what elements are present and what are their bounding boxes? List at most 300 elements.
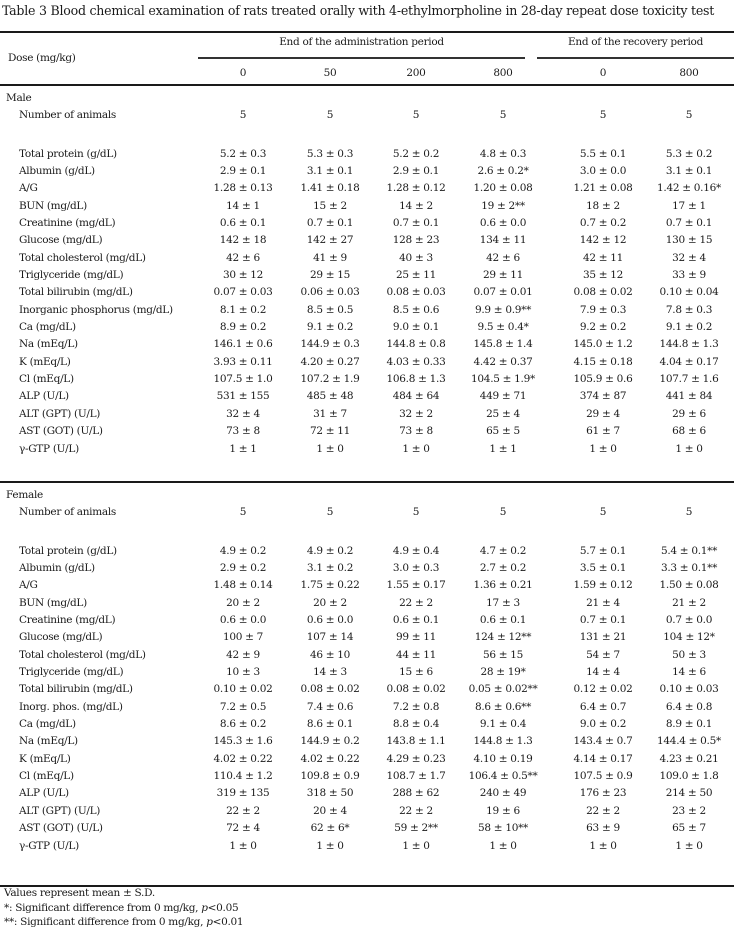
table-cell: 54 ± 7 bbox=[586, 648, 620, 661]
row-label: Triglyceride (mg/dL) bbox=[19, 666, 124, 678]
table-row bbox=[0, 269, 734, 286]
table-cell: 65 ± 7 bbox=[672, 822, 706, 835]
row-label: AST (GOT) (U/L) bbox=[19, 425, 103, 438]
row-label: Na (mEq/L) bbox=[19, 338, 78, 351]
dose-col-0: 0 bbox=[239, 67, 247, 79]
table-row bbox=[0, 770, 734, 787]
recovery-period-header: End of the recovery period bbox=[568, 36, 703, 48]
dose-col-recovery-0: 0 bbox=[599, 67, 607, 79]
table-cell: 143.8 ± 1.1 bbox=[386, 735, 446, 748]
section-label: Female bbox=[6, 489, 43, 501]
table-cell: 17 ± 1 bbox=[672, 199, 706, 212]
table-cell: 374 ± 87 bbox=[579, 390, 627, 403]
table-cell: 0.07 ± 0.01 bbox=[473, 286, 533, 299]
footnote-significance-01 bbox=[4, 916, 243, 928]
table-cell: 106.8 ± 1.3 bbox=[386, 373, 446, 386]
row-label: Cl (mEq/L) bbox=[19, 373, 74, 386]
table-cell: 8.5 ± 0.5 bbox=[306, 303, 354, 316]
table-cell: 7.9 ± 0.3 bbox=[579, 303, 627, 316]
table-cell: 144.8 ± 1.3 bbox=[659, 338, 719, 351]
table-cell: 1.59 ± 0.12 bbox=[573, 579, 633, 592]
table-cell: 124 ± 12** bbox=[474, 631, 532, 644]
table-cell: 42 ± 9 bbox=[226, 648, 260, 661]
table-row bbox=[0, 304, 734, 321]
table-cell: 4.20 ± 0.27 bbox=[300, 355, 360, 368]
table-cell: 25 ± 11 bbox=[395, 269, 437, 281]
table-cell: 0.6 ± 0.0 bbox=[306, 613, 354, 626]
table-cell: 5 bbox=[499, 506, 507, 519]
table-cell: 40 ± 3 bbox=[399, 251, 433, 264]
table-cell: 107.7 ± 1.6 bbox=[659, 373, 719, 386]
table-cell: 0.10 ± 0.02 bbox=[213, 683, 273, 696]
table-cell: 65 ± 5 bbox=[486, 425, 520, 438]
table-cell: 20 ± 4 bbox=[313, 804, 347, 817]
table-cell: 7.2 ± 0.8 bbox=[392, 700, 440, 713]
table-cell: 32 ± 2 bbox=[399, 407, 433, 420]
table-cell: 0.7 ± 0.0 bbox=[665, 613, 713, 626]
table-cell: 29 ± 4 bbox=[586, 407, 620, 420]
row-label: Inorganic phosphorus (mg/dL) bbox=[19, 303, 173, 316]
table-cell: 144.9 ± 0.3 bbox=[300, 338, 360, 351]
dose-col-recovery-800: 800 bbox=[679, 67, 699, 79]
table-cell: 22 ± 2 bbox=[399, 596, 433, 609]
table-cell: 1 ± 0 bbox=[589, 442, 617, 455]
table-cell: 104 ± 12* bbox=[663, 631, 715, 644]
row-label: Total protein (g/dL) bbox=[19, 544, 117, 557]
table-cell: 32 ± 4 bbox=[226, 407, 260, 420]
table-cell: 2.7 ± 0.2 bbox=[479, 561, 527, 574]
table-row bbox=[0, 286, 734, 303]
section-header-female bbox=[0, 489, 734, 506]
table-cell: 2.9 ± 0.1 bbox=[219, 164, 267, 177]
table-cell: 8.6 ± 0.6** bbox=[474, 700, 532, 713]
table-row bbox=[0, 631, 734, 648]
table-cell: 58 ± 10** bbox=[478, 822, 528, 835]
table-cell: 21 ± 4 bbox=[586, 596, 620, 609]
table-cell: 0.08 ± 0.03 bbox=[386, 286, 446, 299]
table-cell: 10 ± 3 bbox=[226, 666, 260, 678]
table-row bbox=[0, 701, 734, 718]
table-row bbox=[0, 217, 734, 234]
table-cell: 3.1 ± 0.1 bbox=[665, 164, 713, 177]
row-label: Number of animals bbox=[19, 506, 116, 519]
table-cell: 5 bbox=[239, 506, 247, 519]
table-cell: 2.6 ± 0.2* bbox=[477, 164, 529, 177]
table-cell: 105.9 ± 0.6 bbox=[573, 373, 633, 386]
row-label: Total bilirubin (mg/dL) bbox=[19, 286, 133, 299]
table-row bbox=[0, 562, 734, 579]
table-cell: 0.08 ± 0.02 bbox=[386, 683, 446, 696]
table-cell: 146.1 ± 0.6 bbox=[213, 338, 273, 351]
table-cell: 73 ± 8 bbox=[226, 425, 260, 438]
row-label: Total cholesterol (mg/dL) bbox=[19, 648, 146, 661]
table-cell: 5 bbox=[599, 506, 607, 519]
table-cell: 1 ± 0 bbox=[675, 442, 703, 455]
table-cell: 1.36 ± 0.21 bbox=[473, 579, 533, 592]
table-cell: 21 ± 2 bbox=[672, 596, 706, 609]
row-label: Na (mEq/L) bbox=[19, 735, 78, 748]
table-cell: 1 ± 0 bbox=[229, 839, 257, 852]
table-row bbox=[0, 753, 734, 770]
row-label: Albumin (g/dL) bbox=[19, 561, 95, 574]
row-label: A/G bbox=[19, 579, 38, 592]
table-cell: 0.06 ± 0.03 bbox=[300, 286, 360, 299]
table-cell: 20 ± 2 bbox=[226, 596, 260, 609]
table-cell: 7.2 ± 0.5 bbox=[219, 700, 267, 713]
table-cell: 288 ± 62 bbox=[392, 787, 440, 800]
table-cell: 22 ± 2 bbox=[399, 804, 433, 817]
table-cell: 240 ± 49 bbox=[479, 787, 527, 800]
table-cell: 4.02 ± 0.22 bbox=[213, 752, 273, 765]
table-cell: 5 bbox=[326, 109, 334, 122]
table-cell: 9.5 ± 0.4* bbox=[477, 321, 529, 333]
table-cell: 6.4 ± 0.8 bbox=[665, 700, 713, 713]
table-cell: 7.8 ± 0.3 bbox=[665, 303, 713, 316]
table-cell: 59 ± 2** bbox=[394, 822, 438, 835]
table-cell: 61 ± 7 bbox=[586, 425, 620, 438]
table-row bbox=[0, 148, 734, 165]
table-cell: 0.08 ± 0.02 bbox=[300, 683, 360, 696]
table-cell: 1 ± 0 bbox=[402, 442, 430, 455]
table-cell: 7.4 ± 0.6 bbox=[306, 700, 354, 713]
table-cell: 4.04 ± 0.17 bbox=[659, 355, 719, 368]
table-cell: 4.23 ± 0.21 bbox=[659, 752, 719, 765]
table-cell: 50 ± 3 bbox=[672, 648, 706, 661]
row-label: Creatinine (mg/dL) bbox=[19, 613, 116, 626]
table-cell: 14 ± 2 bbox=[399, 199, 433, 212]
footnote-text: **: Significant difference from 0 mg/kg, bbox=[4, 916, 207, 928]
table-cell: 5.7 ± 0.1 bbox=[579, 544, 627, 557]
table-cell: 0.7 ± 0.1 bbox=[306, 216, 354, 229]
table-cell: 531 ± 155 bbox=[216, 390, 270, 403]
table-cell: 484 ± 64 bbox=[392, 390, 440, 403]
table-cell: 0.6 ± 0.0 bbox=[479, 216, 527, 229]
table-cell: 63 ± 9 bbox=[586, 822, 620, 835]
table-cell: 19 ± 2** bbox=[481, 199, 525, 212]
table-cell: 107.5 ± 1.0 bbox=[213, 373, 273, 386]
table-cell: 1 ± 0 bbox=[675, 839, 703, 852]
table-cell: 5.2 ± 0.3 bbox=[219, 147, 267, 160]
table-cell: 35 ± 12 bbox=[582, 269, 624, 281]
table-cell: 22 ± 2 bbox=[586, 804, 620, 817]
table-cell: 4.8 ± 0.3 bbox=[479, 147, 527, 160]
table-cell: 5 bbox=[685, 109, 693, 122]
table-cell: 14 ± 3 bbox=[313, 666, 347, 678]
table-cell: 4.7 ± 0.2 bbox=[479, 544, 527, 557]
table-cell: 3.0 ± 0.3 bbox=[392, 561, 440, 574]
row-label: Number of animals bbox=[19, 109, 116, 122]
section-label: Male bbox=[6, 92, 32, 104]
table-cell: 9.1 ± 0.4 bbox=[479, 718, 527, 730]
table-cell: 5 bbox=[412, 506, 420, 519]
table-cell: 8.5 ± 0.6 bbox=[392, 303, 440, 316]
table-cell: 4.10 ± 0.19 bbox=[473, 752, 533, 765]
table-cell: 5.3 ± 0.2 bbox=[665, 147, 713, 160]
table-cell: 0.7 ± 0.1 bbox=[392, 216, 440, 229]
table-cell: 1.42 ± 0.16* bbox=[657, 182, 721, 195]
section-header-male bbox=[0, 92, 734, 109]
table-cell: 8.9 ± 0.2 bbox=[219, 321, 267, 333]
footnote-threshold: <0.05 bbox=[207, 902, 239, 914]
row-label: Total cholesterol (mg/dL) bbox=[19, 251, 146, 264]
table-cell: 0.07 ± 0.03 bbox=[213, 286, 273, 299]
table-cell: 41 ± 9 bbox=[313, 251, 347, 264]
table-cell: 0.05 ± 0.02** bbox=[468, 683, 538, 696]
table-cell: 5.4 ± 0.1** bbox=[660, 544, 718, 557]
row-label: AST (GOT) (U/L) bbox=[19, 822, 103, 835]
table-cell: 108.7 ± 1.7 bbox=[386, 770, 446, 783]
table-cell: 5 bbox=[412, 109, 420, 122]
table-row bbox=[0, 579, 734, 596]
table-title: Table 3 Blood chemical examination of rats treated orally with 4-ethylmorpholine in 28-day repeat dose toxicity test bbox=[2, 3, 715, 18]
table-row bbox=[0, 373, 734, 390]
table-cell: 4.9 ± 0.2 bbox=[306, 544, 354, 557]
table-cell: 29 ± 11 bbox=[482, 269, 524, 281]
table-cell: 107 ± 14 bbox=[306, 631, 354, 644]
table-cell: 4.03 ± 0.33 bbox=[386, 355, 446, 368]
table-cell: 30 ± 12 bbox=[222, 269, 264, 281]
table-cell: 9.0 ± 0.2 bbox=[579, 718, 627, 730]
table-cell: 107.5 ± 0.9 bbox=[573, 770, 633, 783]
table-cell: 2.9 ± 0.1 bbox=[392, 164, 440, 177]
table-cell: 142 ± 27 bbox=[306, 234, 354, 247]
table-cell: 110.4 ± 1.2 bbox=[213, 770, 273, 783]
table-cell: 46 ± 10 bbox=[309, 648, 351, 661]
table-cell: 128 ± 23 bbox=[392, 234, 440, 247]
table-cell: 72 ± 11 bbox=[309, 425, 351, 438]
table-cell: 4.42 ± 0.37 bbox=[473, 355, 533, 368]
table-cell: 0.6 ± 0.1 bbox=[479, 613, 527, 626]
table-row bbox=[0, 787, 734, 804]
table-cell: 14 ± 4 bbox=[586, 666, 620, 678]
table-cell: 15 ± 2 bbox=[313, 199, 347, 212]
row-label: BUN (mg/dL) bbox=[19, 199, 87, 212]
top-rule bbox=[0, 31, 734, 33]
table-cell: 176 ± 23 bbox=[579, 787, 627, 800]
row-label: γ-GTP (U/L) bbox=[19, 839, 79, 852]
table-row bbox=[0, 165, 734, 182]
table-cell: 0.6 ± 0.1 bbox=[219, 216, 267, 229]
table-cell: 131 ± 21 bbox=[579, 631, 627, 644]
table-cell: 5 bbox=[499, 109, 507, 122]
row-label: A/G bbox=[19, 182, 38, 195]
table-cell: 14 ± 6 bbox=[672, 666, 706, 678]
table-cell: 8.9 ± 0.1 bbox=[665, 718, 713, 730]
table-cell: 99 ± 11 bbox=[395, 631, 437, 644]
table-cell: 5 bbox=[599, 109, 607, 122]
table-cell: 1 ± 1 bbox=[229, 442, 257, 455]
row-label: Albumin (g/dL) bbox=[19, 164, 95, 177]
table-cell: 9.1 ± 0.2 bbox=[665, 321, 713, 333]
table-cell: 1.41 ± 0.18 bbox=[300, 182, 360, 195]
row-label: ALP (U/L) bbox=[19, 787, 69, 800]
table-cell: 22 ± 2 bbox=[226, 804, 260, 817]
table-cell: 100 ± 7 bbox=[222, 631, 264, 644]
table-cell: 3.1 ± 0.1 bbox=[306, 164, 354, 177]
table-row bbox=[0, 683, 734, 700]
table-row bbox=[0, 614, 734, 631]
footnote-significance-05 bbox=[4, 902, 238, 914]
row-label: BUN (mg/dL) bbox=[19, 596, 87, 609]
row-label: Cl (mEq/L) bbox=[19, 770, 74, 783]
table-cell: 4.14 ± 0.17 bbox=[573, 752, 633, 765]
table-cell: 145.8 ± 1.4 bbox=[473, 338, 533, 351]
row-label: Ca (mg/dL) bbox=[19, 718, 76, 730]
table-cell: 42 ± 6 bbox=[226, 251, 260, 264]
table-cell: 1.55 ± 0.17 bbox=[386, 579, 446, 592]
table-cell: 5 bbox=[685, 506, 693, 519]
table-cell: 1.75 ± 0.22 bbox=[300, 579, 360, 592]
row-label: Glucose (mg/dL) bbox=[19, 631, 103, 644]
table-cell: 143.4 ± 0.7 bbox=[573, 735, 633, 748]
table-cell: 1.20 ± 0.08 bbox=[473, 182, 533, 195]
table-row bbox=[0, 109, 734, 126]
p-symbol: p bbox=[206, 916, 213, 928]
table-row bbox=[0, 234, 734, 251]
table-cell: 144.8 ± 1.3 bbox=[473, 735, 533, 748]
table-cell: 5.5 ± 0.1 bbox=[579, 147, 627, 160]
table-cell: 144.9 ± 0.2 bbox=[300, 735, 360, 748]
table-row bbox=[0, 545, 734, 562]
table-cell: 8.1 ± 0.2 bbox=[219, 303, 267, 316]
row-label: Triglyceride (mg/dL) bbox=[19, 269, 124, 281]
table-cell: 29 ± 15 bbox=[309, 269, 351, 281]
table-cell: 8.6 ± 0.2 bbox=[219, 718, 267, 730]
table-cell: 3.0 ± 0.0 bbox=[579, 164, 627, 177]
table-row bbox=[0, 321, 734, 338]
table-cell: 144.8 ± 0.8 bbox=[386, 338, 446, 351]
table-row bbox=[0, 805, 734, 822]
table-cell: 1.28 ± 0.12 bbox=[386, 182, 446, 195]
table-cell: 1 ± 0 bbox=[316, 839, 344, 852]
table-cell: 0.7 ± 0.1 bbox=[665, 216, 713, 229]
table-cell: 19 ± 6 bbox=[486, 804, 520, 817]
table-cell: 107.2 ± 1.9 bbox=[300, 373, 360, 386]
table-cell: 9.0 ± 0.1 bbox=[392, 321, 440, 333]
table-row bbox=[0, 718, 734, 735]
table-cell: 0.08 ± 0.02 bbox=[573, 286, 633, 299]
row-label: K (mEq/L) bbox=[19, 752, 71, 765]
row-label: Total bilirubin (mg/dL) bbox=[19, 683, 133, 696]
table-row bbox=[0, 649, 734, 666]
row-label: Ca (mg/dL) bbox=[19, 321, 76, 333]
table-cell: 6.4 ± 0.7 bbox=[579, 700, 627, 713]
table-row bbox=[0, 425, 734, 442]
row-label: Glucose (mg/dL) bbox=[19, 234, 103, 247]
row-label: γ-GTP (U/L) bbox=[19, 442, 79, 455]
row-label: K (mEq/L) bbox=[19, 355, 71, 368]
table-cell: 2.9 ± 0.2 bbox=[219, 561, 267, 574]
table-cell: 5 bbox=[326, 506, 334, 519]
table-cell: 130 ± 15 bbox=[665, 234, 713, 247]
table-cell: 42 ± 6 bbox=[486, 251, 520, 264]
table-row bbox=[0, 735, 734, 752]
row-label: ALT (GPT) (U/L) bbox=[19, 804, 101, 817]
recovery-period-rule bbox=[537, 57, 734, 59]
admin-period-rule bbox=[198, 57, 525, 59]
table-cell: 144.4 ± 0.5* bbox=[657, 735, 721, 748]
footnote-threshold: <0.01 bbox=[212, 916, 244, 928]
table-cell: 68 ± 6 bbox=[672, 425, 706, 438]
table-cell: 23 ± 2 bbox=[672, 804, 706, 817]
table-row bbox=[0, 597, 734, 614]
table-cell: 449 ± 71 bbox=[479, 390, 527, 403]
table-cell: 441 ± 84 bbox=[665, 390, 713, 403]
table-row bbox=[0, 822, 734, 839]
section-separator-rule bbox=[0, 481, 734, 483]
table-cell: 18 ± 2 bbox=[586, 199, 620, 212]
table-cell: 145.0 ± 1.2 bbox=[573, 338, 633, 351]
table-cell: 17 ± 3 bbox=[486, 596, 520, 609]
table-row bbox=[0, 252, 734, 269]
table-cell: 104.5 ± 1.9* bbox=[471, 373, 535, 386]
row-label: Creatinine (mg/dL) bbox=[19, 216, 116, 229]
table-cell: 0.7 ± 0.2 bbox=[579, 216, 627, 229]
table-cell: 1.48 ± 0.14 bbox=[213, 579, 273, 592]
table-cell: 134 ± 11 bbox=[479, 234, 527, 247]
table-cell: 1 ± 0 bbox=[402, 839, 430, 852]
table-cell: 14 ± 1 bbox=[226, 199, 260, 212]
table-cell: 5.3 ± 0.3 bbox=[306, 147, 354, 160]
table-row bbox=[0, 666, 734, 683]
table-cell: 8.8 ± 0.4 bbox=[392, 718, 440, 730]
table-cell: 25 ± 4 bbox=[486, 407, 520, 420]
table-cell: 318 ± 50 bbox=[306, 787, 354, 800]
row-label: ALP (U/L) bbox=[19, 390, 69, 403]
table-cell: 73 ± 8 bbox=[399, 425, 433, 438]
table-row bbox=[0, 443, 734, 460]
footnote-values: Values represent mean ± S.D. bbox=[4, 887, 155, 899]
table-cell: 9.2 ± 0.2 bbox=[579, 321, 627, 333]
table-cell: 20 ± 2 bbox=[313, 596, 347, 609]
dose-col-50: 50 bbox=[323, 67, 337, 79]
table-cell: 145.3 ± 1.6 bbox=[213, 735, 273, 748]
table-cell: 0.7 ± 0.1 bbox=[579, 613, 627, 626]
table-row bbox=[0, 338, 734, 355]
table-cell: 1.28 ± 0.13 bbox=[213, 182, 273, 195]
table-cell: 31 ± 7 bbox=[313, 407, 347, 420]
table-cell: 1 ± 0 bbox=[316, 442, 344, 455]
table-cell: 8.6 ± 0.1 bbox=[306, 718, 354, 730]
header-bottom-rule bbox=[0, 84, 734, 86]
footnote-text: *: Significant difference from 0 mg/kg, bbox=[4, 902, 202, 914]
table-cell: 33 ± 9 bbox=[672, 269, 706, 281]
row-label: ALT (GPT) (U/L) bbox=[19, 407, 101, 420]
table-cell: 62 ± 6* bbox=[310, 822, 350, 835]
table-cell: 4.15 ± 0.18 bbox=[573, 355, 633, 368]
table-cell: 3.1 ± 0.2 bbox=[306, 561, 354, 574]
table-cell: 9.1 ± 0.2 bbox=[306, 321, 354, 333]
table-row bbox=[0, 390, 734, 407]
table-cell: 142 ± 12 bbox=[579, 234, 627, 247]
table-cell: 4.9 ± 0.4 bbox=[392, 544, 440, 557]
table-cell: 42 ± 11 bbox=[582, 251, 624, 264]
table-cell: 4.9 ± 0.2 bbox=[219, 544, 267, 557]
table-cell: 106.4 ± 0.5** bbox=[468, 770, 538, 783]
table-row bbox=[0, 182, 734, 199]
table-cell: 4.02 ± 0.22 bbox=[300, 752, 360, 765]
table-row bbox=[0, 840, 734, 857]
table-cell: 3.3 ± 0.1** bbox=[660, 561, 718, 574]
table-cell: 32 ± 4 bbox=[672, 251, 706, 264]
table-row bbox=[0, 356, 734, 373]
table-cell: 0.10 ± 0.03 bbox=[659, 683, 719, 696]
table-cell: 485 ± 48 bbox=[306, 390, 354, 403]
table-cell: 109.0 ± 1.8 bbox=[659, 770, 719, 783]
table-row bbox=[0, 506, 734, 523]
table-cell: 319 ± 135 bbox=[216, 787, 270, 800]
dose-col-200: 200 bbox=[406, 67, 426, 79]
